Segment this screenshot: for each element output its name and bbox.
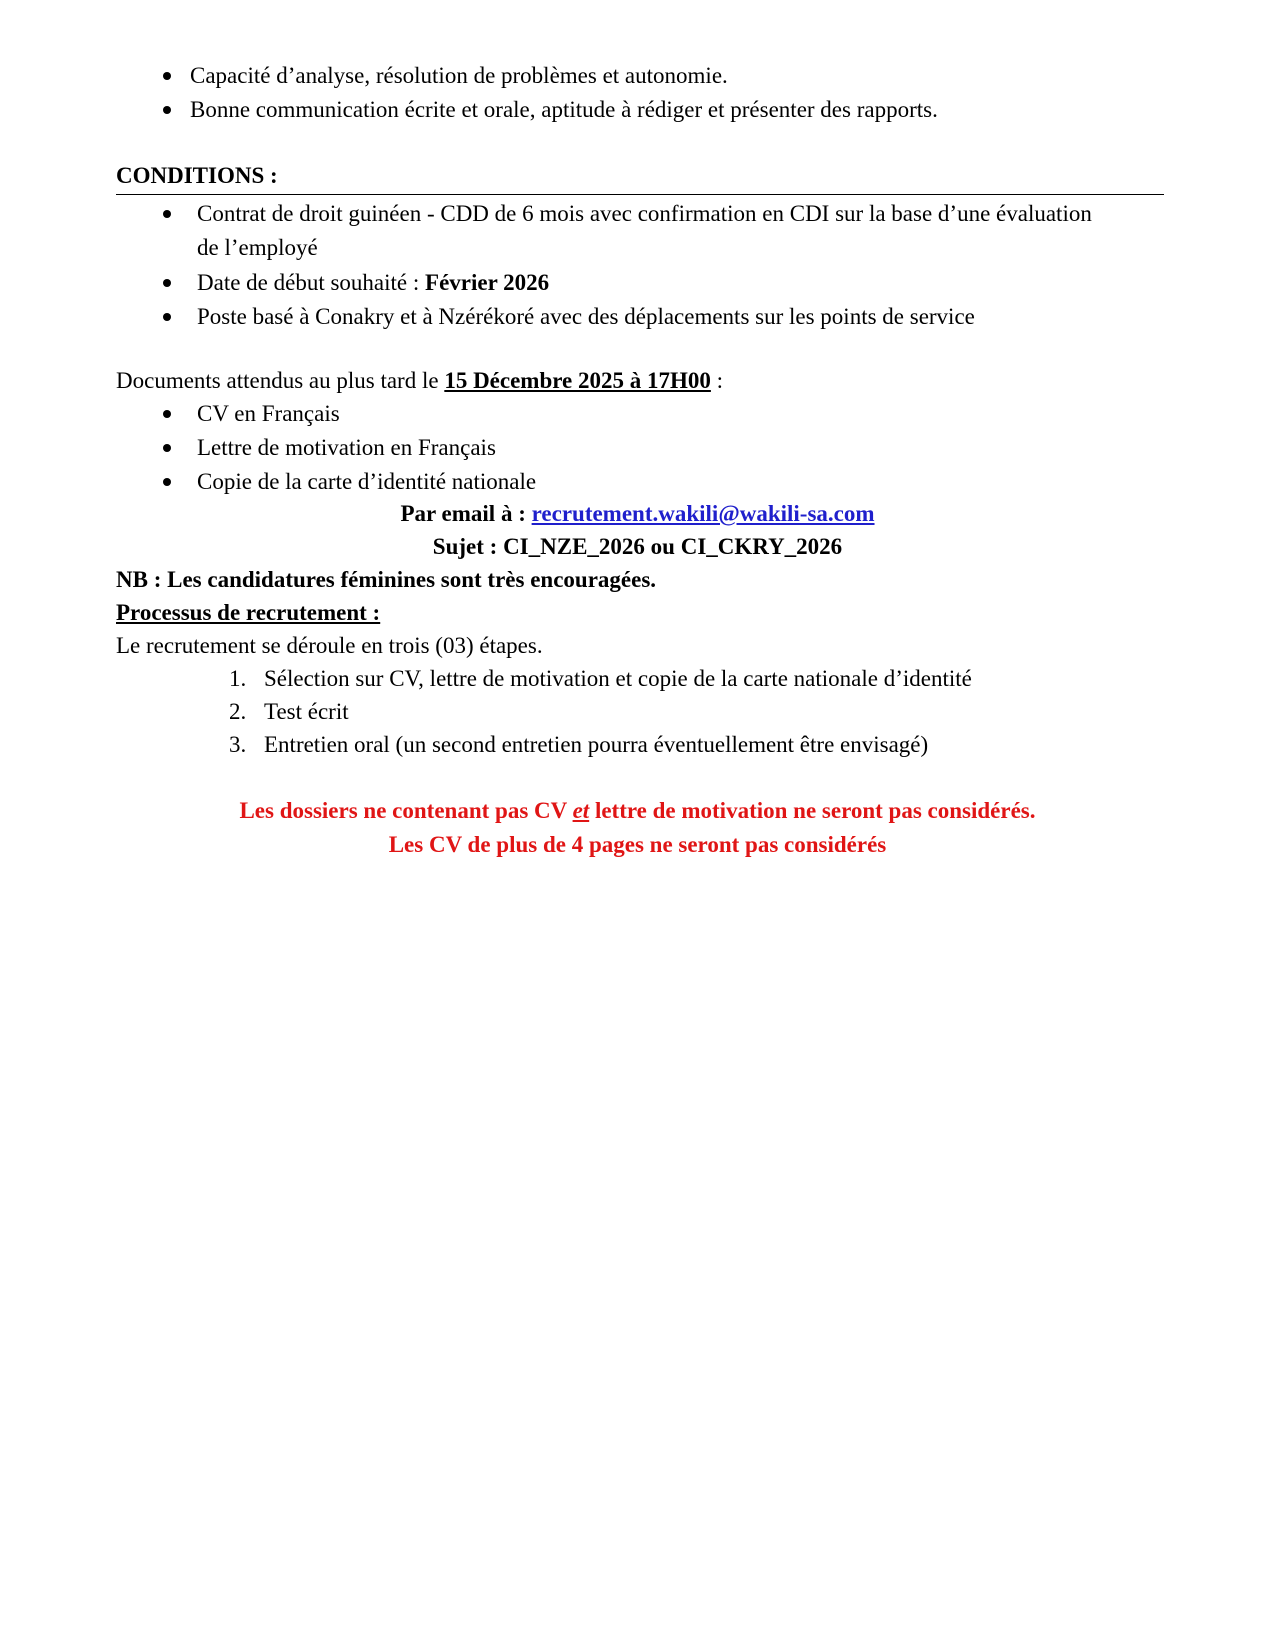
skill-item: Capacité d’analyse, résolution de problèmes et autonomie. — [190, 63, 728, 88]
step-number: 1. — [229, 666, 247, 691]
document-item: CV en Français — [197, 401, 340, 426]
process-intro: Le recrutement se déroule en trois (03) étapes. — [116, 633, 543, 658]
warning-prefix: Les dossiers ne contenant pas CV — [239, 798, 573, 823]
warning-line-2: Les CV de plus de 4 pages ne seront pas considérés — [388, 832, 887, 857]
nb-note: NB : Les candidatures féminines sont très encouragées. — [116, 567, 657, 592]
documents-intro — [116, 364, 723, 397]
documents-deadline: 15 Décembre 2025 à 17H00 — [444, 368, 711, 393]
email-label: Par email à : — [400, 501, 532, 526]
skill-item: Bonne communication écrite et orale, aptitude à rédiger et présenter des rapports. — [190, 97, 938, 122]
warning-emphasis: et — [572, 798, 590, 823]
conditions-heading: CONDITIONS : — [116, 163, 278, 188]
step-number: 2. — [229, 699, 247, 724]
bullet-icon — [163, 279, 171, 287]
start-date-value: Février 2026 — [425, 270, 550, 295]
bullet-icon — [163, 72, 171, 80]
condition-item-contract-cont: de l’employé — [197, 235, 318, 260]
bullet-icon — [163, 478, 171, 486]
step-text: Sélection sur CV, lettre de motivation et copie de la carte nationale d’identité — [264, 666, 972, 691]
step-number: 3. — [229, 732, 247, 757]
bullet-icon — [163, 210, 171, 218]
start-date-label: Date de début souhaité : — [197, 270, 426, 295]
process-heading: Processus de recrutement : — [116, 600, 381, 625]
condition-item-contract: Contrat de droit guinéen - CDD de 6 mois avec confirmation en CDI sur la base d’une évaluation — [197, 201, 1092, 226]
documents-intro-label: Documents attendus au plus tard le — [116, 368, 445, 393]
contact-subject-line: Sujet : CI_NZE_2026 ou CI_CKRY_2026 — [432, 534, 843, 559]
documents-intro-colon: : — [710, 368, 724, 393]
condition-item-start-date — [197, 266, 549, 299]
warning-suffix: lettre de motivation ne seront pas considérés. — [589, 798, 1036, 823]
step-text: Entretien oral (un second entretien pourra éventuellement être envisagé) — [264, 732, 929, 757]
warning-line-1 — [0, 794, 1275, 827]
bullet-icon — [163, 106, 171, 114]
bullet-icon — [163, 313, 171, 321]
step-text: Test écrit — [264, 699, 349, 724]
document-item: Copie de la carte d’identité nationale — [197, 469, 537, 494]
bullet-icon — [163, 444, 171, 452]
condition-item-location: Poste basé à Conakry et à Nzérékoré avec des déplacements sur les points de service — [197, 304, 975, 329]
contact-email-line — [0, 497, 1275, 530]
section-divider — [116, 194, 1164, 195]
email-link[interactable]: recrutement.wakili@wakili-sa.com — [531, 501, 875, 526]
bullet-icon — [163, 410, 171, 418]
document-item: Lettre de motivation en Français — [197, 435, 496, 460]
